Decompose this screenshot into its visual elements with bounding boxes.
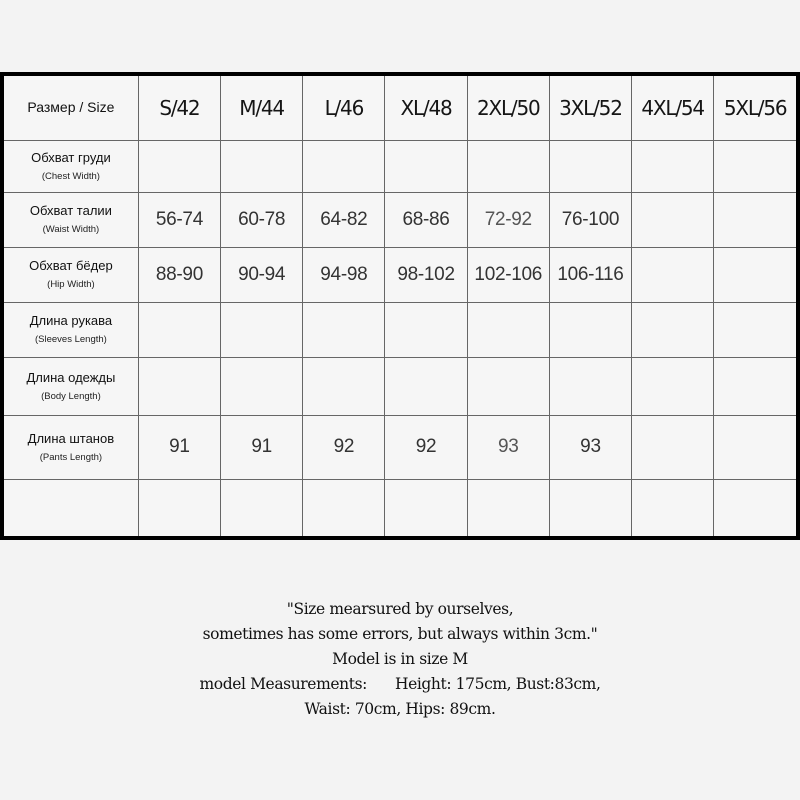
value-cell: [467, 192, 549, 247]
value-cell: [714, 192, 796, 247]
value-cell: [549, 247, 631, 302]
value-cell: [467, 415, 549, 479]
note-line-4: [0, 672, 800, 697]
note-line-5: Waist: 70cm, Hips: 89cm.: [304, 700, 496, 718]
value-cell: [303, 302, 385, 357]
row-label-cell: [4, 357, 138, 415]
value-cell: [385, 302, 467, 357]
empty-cell: [385, 479, 467, 536]
size-label: L/46: [324, 95, 364, 120]
value-cell: [714, 302, 796, 357]
row-label-cell: [4, 192, 138, 247]
cell-value: 91: [169, 436, 190, 457]
table-row-hip: [4, 247, 796, 302]
value-cell: [221, 247, 303, 302]
value-cell: [632, 415, 714, 479]
value-cell: [138, 247, 220, 302]
header-label-cell: [4, 76, 138, 140]
value-cell: [303, 192, 385, 247]
header-label: Размер / Size: [27, 98, 115, 115]
value-cell: [632, 302, 714, 357]
size-label: 4XL/54: [641, 95, 704, 120]
cell-value: 88-90: [155, 263, 203, 285]
value-cell: [549, 357, 631, 415]
note-line-1: "Size mearsured by ourselves,: [286, 600, 514, 618]
value-cell: [549, 192, 631, 247]
value-cell: [467, 247, 549, 302]
row-label-cell: [4, 247, 138, 302]
row-subtitle: (Waist Width): [42, 224, 100, 235]
empty-cell: [714, 479, 796, 536]
cell-value: 93: [580, 436, 601, 457]
value-cell: [632, 140, 714, 192]
row-subtitle: (Body Length): [41, 390, 101, 402]
value-cell: [221, 415, 303, 479]
value-cell: [138, 415, 220, 479]
size-header-cell: [303, 76, 385, 140]
table-row-waist: [4, 192, 796, 247]
row-name: Длина штанов: [27, 430, 115, 446]
value-cell: [385, 247, 467, 302]
value-cell: [714, 415, 796, 479]
value-cell: [138, 357, 220, 415]
empty-cell: [303, 479, 385, 536]
size-header-cell: [714, 76, 796, 140]
cell-value: 90-94: [238, 263, 286, 285]
row-subtitle: (Sleeves Length): [35, 334, 107, 345]
value-cell: [385, 357, 467, 415]
size-header-cell: [549, 76, 631, 140]
value-cell: [385, 415, 467, 479]
size-table-grid: [4, 76, 796, 536]
row-subtitle: (Chest Width): [41, 170, 100, 182]
row-label-cell: [4, 140, 138, 192]
value-cell: [714, 357, 796, 415]
cell-value: 72-92: [484, 208, 532, 230]
header-row: [4, 76, 796, 140]
value-cell: [221, 302, 303, 357]
size-label: XL/48: [400, 95, 452, 120]
empty-cell: [467, 479, 549, 536]
table-row-body: [4, 357, 796, 415]
row-label-cell: [4, 415, 138, 479]
cell-value: 102-106: [474, 263, 543, 285]
size-header-cell: [221, 76, 303, 140]
cell-value: 106-116: [557, 263, 624, 285]
value-cell: [714, 247, 796, 302]
size-header-cell: [467, 76, 549, 140]
size-header-cell: [385, 76, 467, 140]
cell-value: 60-78: [238, 208, 286, 230]
value-cell: [549, 302, 631, 357]
row-label-cell: [4, 302, 138, 357]
cell-value: 64-82: [320, 208, 368, 230]
empty-cell: [632, 479, 714, 536]
cell-value: 94-98: [320, 263, 368, 285]
value-cell: [138, 140, 220, 192]
value-cell: [467, 140, 549, 192]
value-cell: [467, 357, 549, 415]
value-cell: [221, 140, 303, 192]
value-cell: [138, 302, 220, 357]
row-name: Обхват бёдер: [29, 258, 113, 273]
value-cell: [303, 247, 385, 302]
value-cell: [549, 140, 631, 192]
cell-value: 56-74: [155, 208, 203, 230]
cell-value: 68-86: [402, 208, 450, 230]
value-cell: [632, 247, 714, 302]
table-row-chest: [4, 140, 796, 192]
empty-cell: [549, 479, 631, 536]
model-measurements-value: Height: 175cm, Bust:83cm,: [394, 675, 601, 693]
value-cell: [221, 357, 303, 415]
size-chart-table: [0, 72, 800, 540]
row-subtitle: (Pants Length): [39, 451, 103, 463]
size-header-cell: [632, 76, 714, 140]
size-notes: [0, 597, 800, 722]
value-cell: [632, 357, 714, 415]
value-cell: [303, 357, 385, 415]
empty-cell: [138, 479, 220, 536]
value-cell: [549, 415, 631, 479]
row-name: Длина рукава: [29, 313, 113, 328]
size-label: M/44: [239, 95, 284, 120]
empty-cell: [4, 479, 138, 536]
row-subtitle: (Hip Width): [47, 279, 95, 290]
size-label: 5XL/56: [723, 95, 787, 120]
table-row-pants: [4, 415, 796, 479]
row-name: Длина одежды: [26, 369, 116, 385]
size-label: 2XL/50: [476, 95, 540, 120]
cell-value: 93: [497, 436, 519, 457]
note-line-2: sometimes has some errors, but always within 3cm.": [202, 625, 598, 643]
row-name: Обхват талии: [29, 203, 112, 218]
cell-value: 91: [251, 436, 272, 457]
cell-value: 98-102: [397, 263, 455, 285]
empty-cell: [221, 479, 303, 536]
size-label: 3XL/52: [559, 95, 622, 120]
value-cell: [303, 415, 385, 479]
table-row-sleeve: [4, 302, 796, 357]
value-cell: [138, 192, 220, 247]
row-name: Обхват груди: [31, 149, 111, 165]
value-cell: [385, 140, 467, 192]
value-cell: [467, 302, 549, 357]
model-measurements-label: model Measurements:: [199, 675, 367, 693]
size-label: S/42: [159, 95, 200, 120]
value-cell: [303, 140, 385, 192]
value-cell: [385, 192, 467, 247]
value-cell: [632, 192, 714, 247]
cell-value: 76-100: [561, 208, 620, 230]
size-header-cell: [138, 76, 220, 140]
cell-value: 92: [415, 436, 437, 457]
value-cell: [221, 192, 303, 247]
value-cell: [714, 140, 796, 192]
cell-value: 92: [333, 436, 355, 457]
table-row-empty: [4, 479, 796, 536]
note-line-3: Model is in size M: [332, 650, 468, 668]
